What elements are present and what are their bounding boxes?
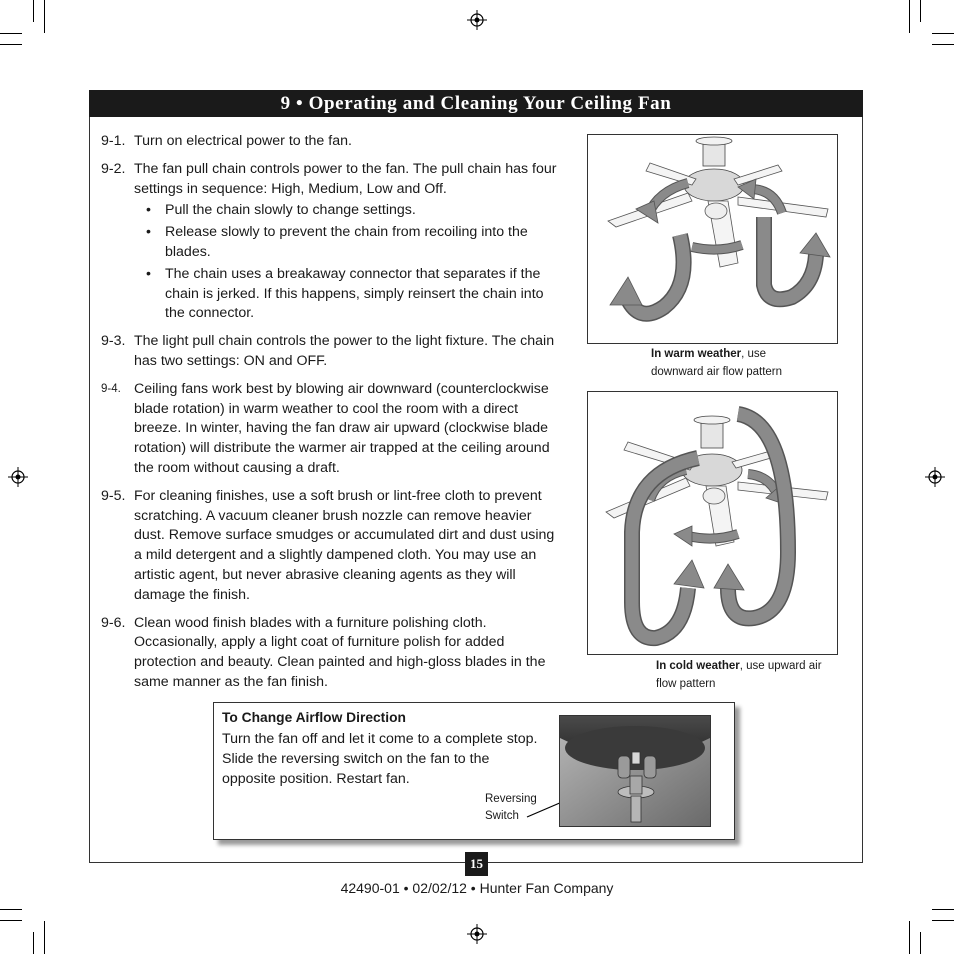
step-text: The fan pull chain controls power to the fan. The pull chain has four settings in sequence: High, Medium, Low and Off. [134,160,557,197]
step-number: 9-6. [101,614,126,631]
callout-body: Turn the fan off and let it come to a complete stop. Slide the reversing switch on the fan to the opposite position. Restart fan. [222,731,538,787]
step-number: 9-5. [101,487,126,504]
bullet-item: • Release slowly to prevent the chain from recoiling into the blades. [134,223,559,263]
bullet-list [134,201,559,324]
registration-mark-icon [8,467,28,487]
step-9-2 [101,160,559,324]
step-9-6 [101,614,559,693]
fan-motor-housing-illustration [560,716,710,826]
step-text: For cleaning finishes, use a soft brush or lint-free cloth to prevent scratching. A vacuum cleaner brush nozzle can remove heavier dust. Remove surface smudges or accumulated dirt and dust using a mild detergent and a slightly dampened cloth. You may use an artistic agent, but never abrasive cleaning agents as they will damage the finish. [134,487,555,603]
step-number: 9-2. [101,160,126,177]
step-text: Clean wood finish blades with a furniture polishing cloth. Occasionally, apply a light coat of furniture polish for added protection and beauty. Clean painted and high-gloss blades in the same manner as the fan finish. [134,614,546,690]
page-footer: 42490-01 • 02/02/12 • Hunter Fan Company [340,880,614,896]
instructions [101,132,559,701]
callout-title: To Change Airflow Direction [222,710,406,725]
warm-weather-caption [651,345,811,381]
step-9-4 [101,380,559,479]
step-number: 9-1. [101,133,126,149]
registration-mark-icon [925,467,945,487]
step-9-3 [101,332,559,372]
bullet-item: • The chain uses a breakaway connector that separates if the chain is jerked. If this happens, simply reinsert the chain into the connector. [134,265,559,324]
step-9-5 [101,487,559,606]
caption-text: , use upward air flow pattern [656,660,822,690]
registration-mark-icon [467,924,487,944]
caption-bold: In cold weather [656,660,740,672]
step-number: 9-4. [101,382,121,395]
cold-weather-airflow-figure [587,391,838,655]
reversing-switch-photo [559,715,711,827]
step-text: Ceiling fans work best by blowing air downward (counterclockwise blade rotation) in warm weather to cool the room with a direct breeze. In winter, having the fan draw air upward (clockwise blade rotation) will distribute the warmer air trapped at the ceiling around the room without causing a draft. [134,380,550,476]
fan-downward-airflow-illustration [588,135,837,343]
registration-mark-icon [467,10,487,30]
airflow-direction-callout [213,702,735,840]
fan-upward-airflow-illustration [588,392,837,654]
step-9-1 [101,132,559,152]
step-text: The light pull chain controls the power to the light fixture. The chain has two settings: ON and OFF. [134,333,555,369]
step-number: 9-3. [101,333,126,350]
caption-bold: In warm weather [651,348,742,360]
step-text: Turn on electrical power to the fan. [134,133,352,149]
bullet-item: • Pull the chain slowly to change settings. [134,201,559,221]
reversing-switch-label: Reversing Switch [485,793,537,822]
warm-weather-airflow-figure [587,134,838,344]
cold-weather-caption [656,657,826,693]
page-title: 9 • Operating and Cleaning Your Ceiling Fan [89,90,863,117]
caption-text: , use downward air flow pattern [651,348,783,378]
page-number: 15 [465,852,488,876]
